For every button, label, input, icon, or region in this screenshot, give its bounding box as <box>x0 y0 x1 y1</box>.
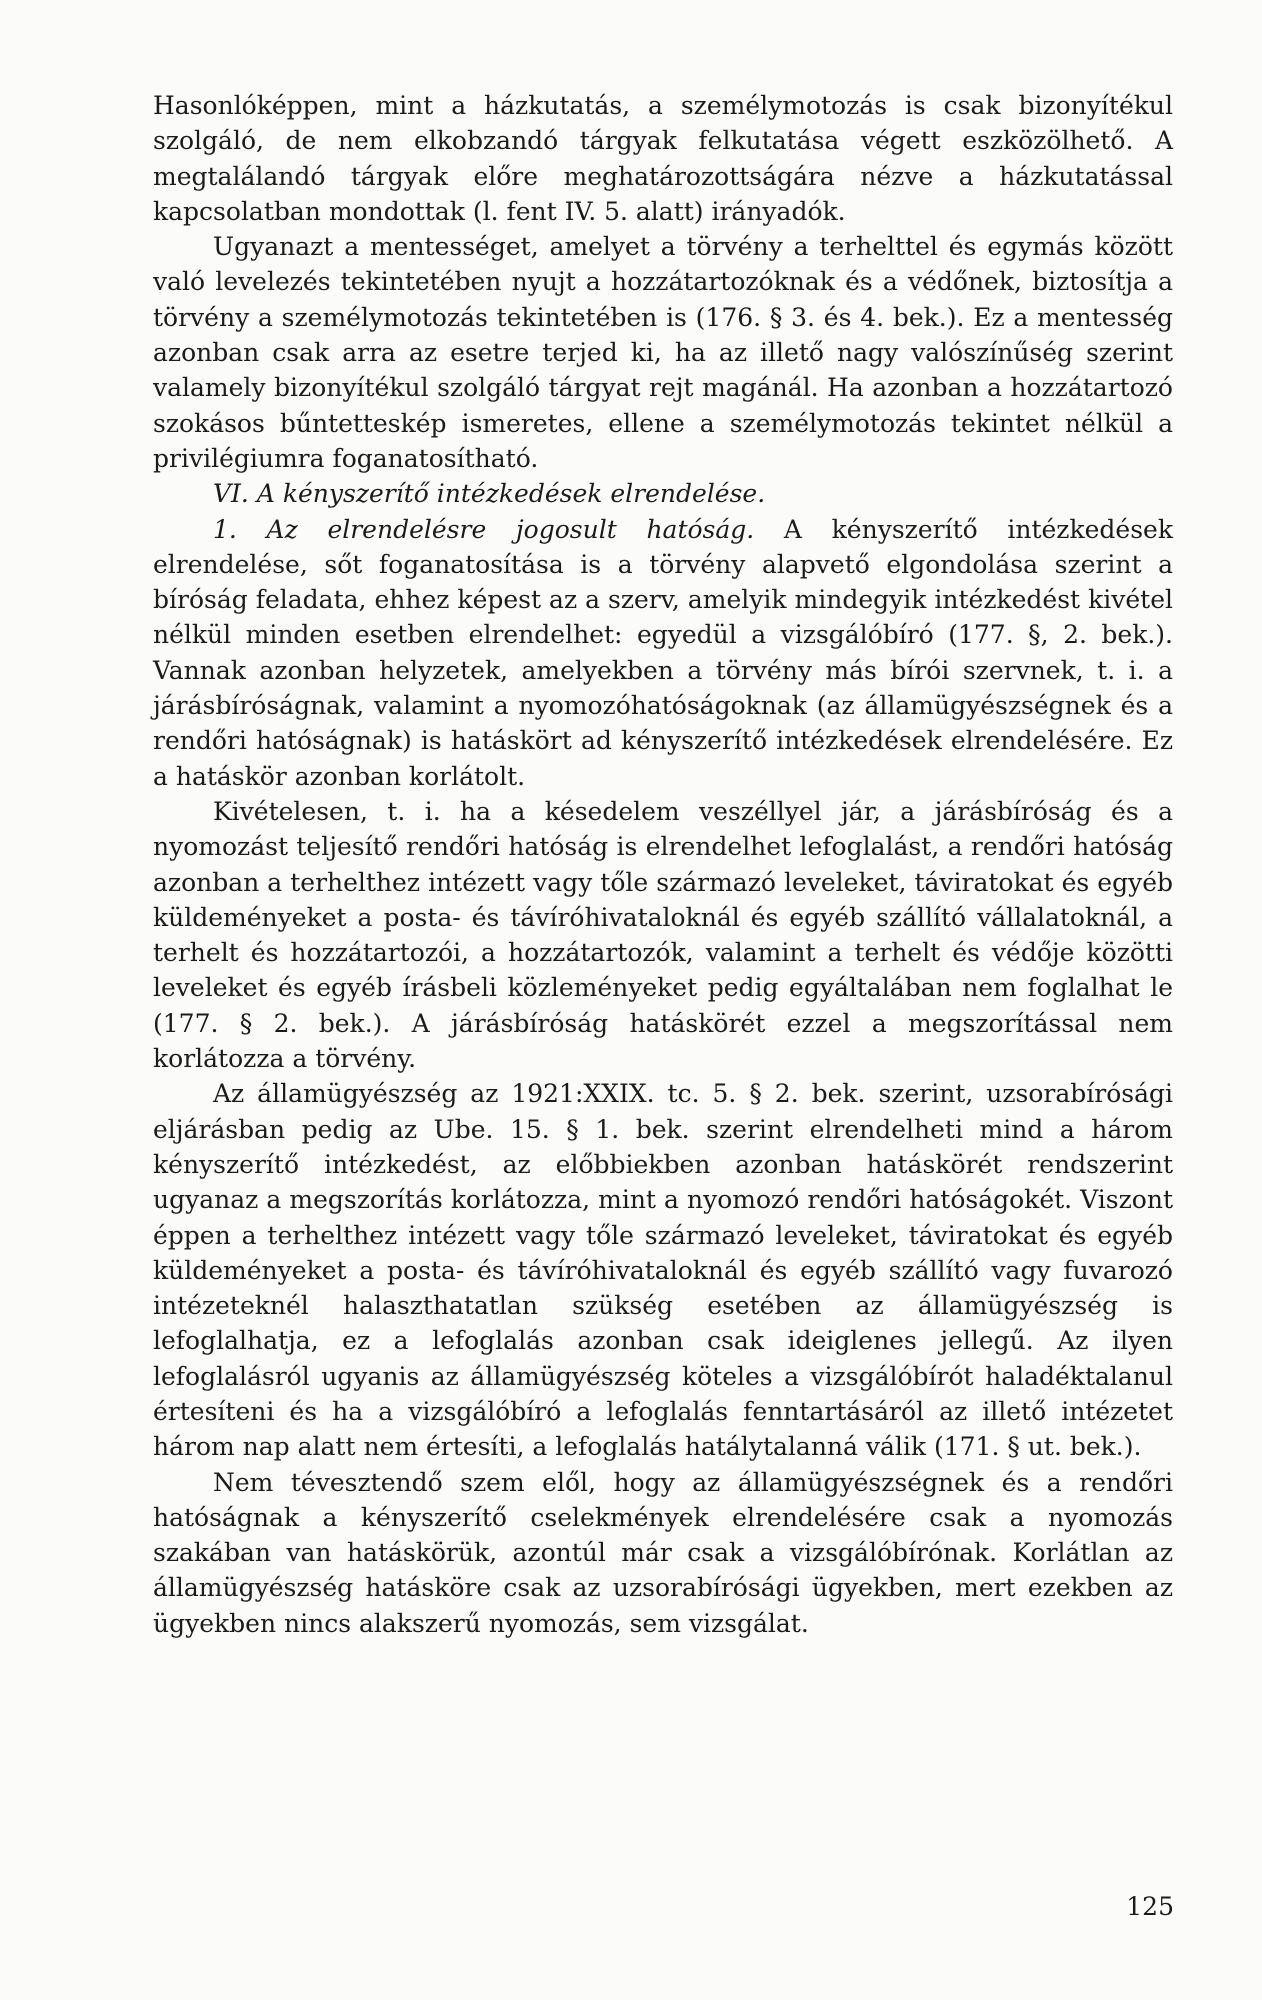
paragraph-prosecutor: Az államügyészség az 1921:XXIX. tc. 5. § 2. bek. szerint, uzsorabírósági eljárásban pedig az Ube. 15. § 1. bek. szerint elrendelheti mind a három kényszerítő intézkedést, az előbbiekben azonban hatáskörét rendszerint ugyanaz a megszorítás korlátozza, mint a nyomozó rendőri hatóságokét. Viszont éppen a terhelthez intézett vagy tőle származó leveleket, táviratokat és egyéb küldeményeket a posta- és távíróhivataloknál és egyéb szállító vagy fuvarozó intézeteknél halaszthatatlan szükség esetében az államügyészség is lefoglalhatja, ez a lefoglalás azonban csak ideiglenes jellegű. Az ilyen lefoglalásról ugyanis az államügyészség köteles a vizsgálóbírót haladéktalanul értesíteni és ha a vizsgálóbíró a lefoglalás fenntartásáról az illető intézetet három nap alatt nem értesíti, a lefoglalás hatálytalanná válik (171. § ut. bek.). <box>153 1079 1173 1462</box>
subsection-text: A kényszerítő intézkedések elrendelése, sőt foganatosítása is a törvény alapvető elgondolása szerint a bíróság feladata, ehhez képest az a szerv, amelyik mindegyik intézkedést kivétel nélkül minden esetben elrendelhet: egyedül a vizsgálóbíró (177. §, 2. bek.). Vannak azonban helyzetek, amelyekben a törvény más bírói szervnek, t. i. a járásbíróságnak, valamint a nyomozóhatóságoknak (az államügyészségnek és a rendőri hatóságnak) is hatáskört ad kényszerítő intézkedések elrendelésére. Ez a hatáskör azonban korlátolt. <box>153 514 1173 791</box>
page-number: 125 <box>1126 1892 1174 1921</box>
subsection-label: 1. Az elrendelésre jogosult hatóság. <box>213 514 755 544</box>
body-text <box>153 88 1173 1641</box>
paragraph-search-body: Hasonlóképpen, mint a házkutatás, a személymotozás is csak bizonyítékul szolgáló, de nem elkobzandó tárgyak felkutatása végett eszközölhető. A megtalálandó tárgyak előre meghatározottságára nézve a házkutatással kapcsolatban mondottak (l. fent IV. 5. alatt) irányadók. <box>153 91 1173 226</box>
paragraph-note: Nem tévesztendő szem elől, hogy az államügyészségnek és a rendőri hatóságnak a kényszerítő cselekmények elrendelésére csak a nyomozás szakában van hatáskörük, azontúl már csak a vizsgálóbírónak. Korlátlan az államügyészség hatásköre csak az uzsorabírósági ügyekben, mert ezekben az ügyekben nincs alakszerű nyomozás, sem vizsgálat. <box>153 1467 1173 1638</box>
paragraph-exemption: Ugyanazt a mentességet, amelyet a törvény a terhelttel és egymás között való levelezés tekintetében nyujt a hozzátartozóknak és a védőnek, biztosítja a törvény a személymotozás tekintetében is (176. § 3. és 4. bek.). Ez a mentesség azonban csak arra az esetre terjed ki, ha az illető nagy valószínűség szerint valamely bizonyítékul szolgáló tárgyat rejt magánál. Ha azonban a hozzátartozó szokásos bűntetteskép ismeretes, ellene a személymotozás tekintet nélkül a privilégiumra foganatosítható. <box>153 232 1173 473</box>
paragraph-exception: Kivételesen, t. i. ha a késedelem veszéllyel jár, a járásbíróság és a nyomozást teljesítő rendőri hatóság is elrendelhet lefoglalást, a rendőri hatóság azonban a terhelthez intézett vagy tőle származó leveleket, táviratokat és egyéb küldeményeket a posta- és távíróhivataloknál és egyéb szállító vállalatoknál, a terhelt és hozzátartozói, a hozzátartozók, valamint a terhelt és védője közötti leveleket és egyéb írásbeli közleményeket pedig egyáltalában nem foglalhat le (177. § 2. bek.). A járásbíróság hatáskörét ezzel a megszorítással nem korlátozza a törvény. <box>153 796 1173 1074</box>
paragraph-authority <box>153 512 1173 794</box>
section-heading: VI. A kényszerítő intézkedések elrendelése. <box>213 479 766 509</box>
